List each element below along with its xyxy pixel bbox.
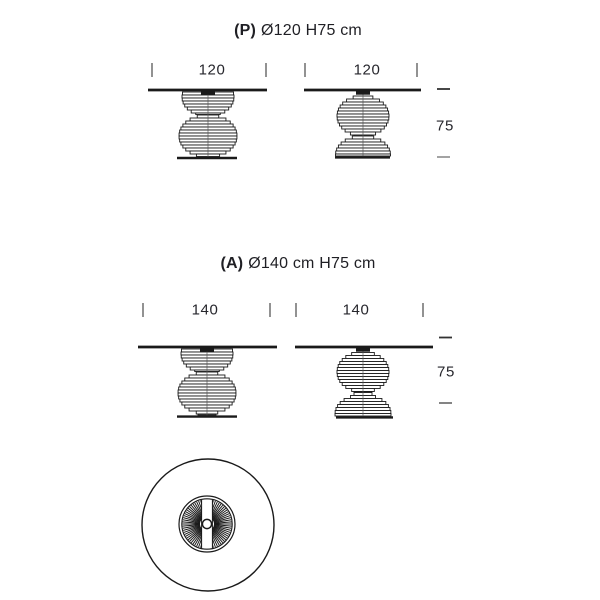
section-p-code: (P) xyxy=(234,22,257,39)
a-height-label: 75 xyxy=(437,363,455,381)
section-p-size: Ø120 H75 cm xyxy=(261,22,362,39)
side-view-a-right xyxy=(295,346,433,417)
side-view-p-left xyxy=(148,89,267,158)
top-view xyxy=(142,459,274,591)
center-hub xyxy=(202,519,211,528)
p-right-width-label: 120 xyxy=(353,61,381,79)
a-right-width-label: 140 xyxy=(342,301,370,319)
side-view-p-right xyxy=(304,89,421,157)
side-view-a-left xyxy=(138,346,277,416)
section-a-code: (A) xyxy=(220,255,244,272)
section-a-size: Ø140 cm H75 cm xyxy=(248,255,376,272)
section-p-title xyxy=(234,22,362,40)
a-left-width-label: 140 xyxy=(191,301,219,319)
p-height-label: 75 xyxy=(436,117,454,135)
p-left-width-label: 120 xyxy=(198,61,226,79)
section-a-title xyxy=(220,255,375,273)
